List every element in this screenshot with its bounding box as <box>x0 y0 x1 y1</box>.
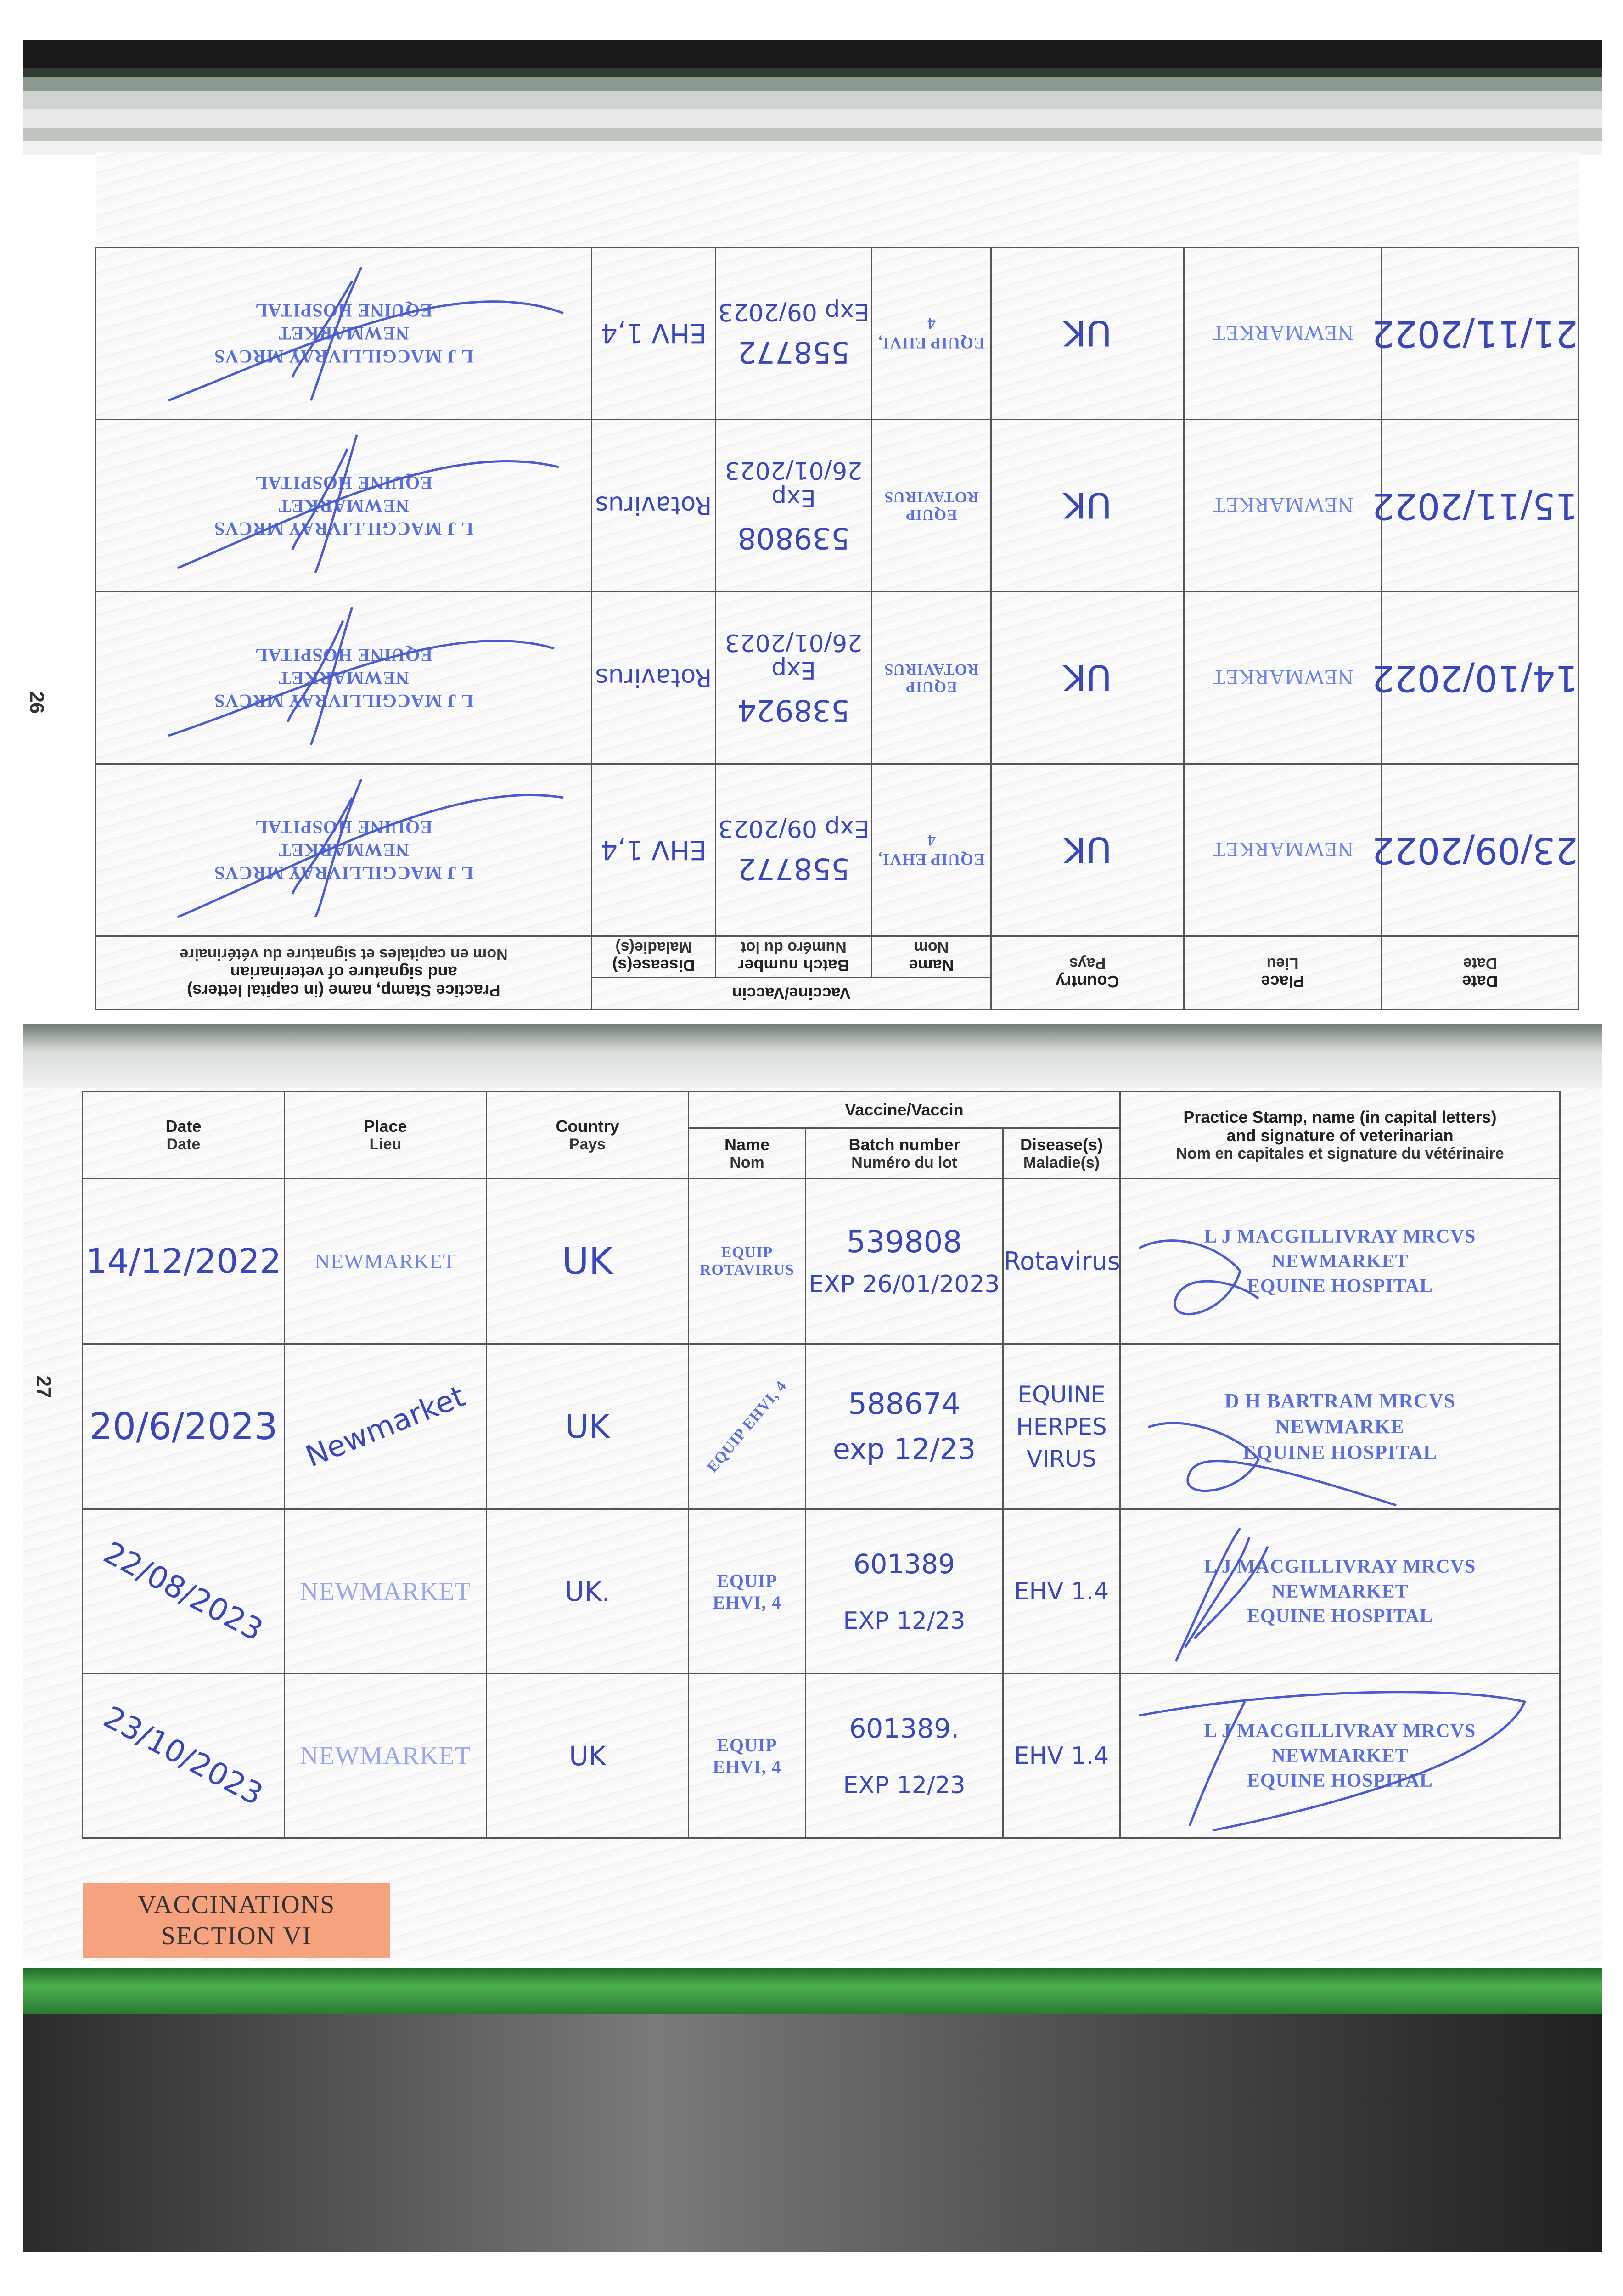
vaccination-table-page-27 <box>82 1091 1559 1837</box>
stamp-place: NEWMARKET <box>278 668 409 688</box>
stamp-hospital: EQUINE HOSPITAL <box>255 473 432 493</box>
batch-expiry: Exp 26/01/2023 <box>724 456 863 512</box>
stamp-place: NEWMARKET <box>278 840 409 861</box>
book-binding-top <box>23 40 1602 155</box>
disease: EHV 1.4 <box>1014 1577 1109 1605</box>
header-vaccine: Vaccine/Vaccin <box>689 1092 1120 1128</box>
page-number-27: 27 <box>32 1375 55 1398</box>
batch-expiry: Exp 09/2023 <box>718 815 870 842</box>
header-name: Name Nom <box>689 1128 806 1179</box>
stamp-place: NEWMARKET <box>1271 1250 1409 1272</box>
vet-signature <box>95 419 591 591</box>
header-place: Place Lieu <box>285 1092 487 1179</box>
section-label-line2: SECTION VI <box>161 1922 312 1950</box>
vet-signature <box>95 591 591 763</box>
vet-signature <box>1121 1345 1561 1510</box>
header-place: Place Lieu <box>1184 936 1382 1010</box>
header-stamp: Practice Stamp, name (in capital letters) and signature of veterinarian Nom en capitales et signature du vétérinaire <box>1120 1092 1560 1179</box>
vaccination-country: UK <box>1063 313 1112 354</box>
vaccination-country: UK <box>1063 829 1112 871</box>
vaccination-place: NEWMARKET <box>1212 321 1353 345</box>
vaccination-country: UK. <box>565 1576 610 1607</box>
vet-signature <box>1121 1179 1561 1345</box>
table-row <box>83 1674 1560 1838</box>
vaccination-country: UK <box>562 1240 613 1283</box>
stamp-vet-name: D H BARTRAM MRCVS <box>1224 1389 1456 1412</box>
vaccination-place: Newmarket <box>301 1379 470 1474</box>
vaccination-date: 20/6/2023 <box>89 1405 278 1448</box>
section-label-line1: VACCINATIONS <box>137 1891 336 1919</box>
vet-signature <box>1121 1674 1561 1839</box>
batch-number: 558772 <box>737 335 850 369</box>
vet-signature <box>95 763 591 935</box>
stamp-place: NEWMARKET <box>1271 1581 1409 1602</box>
vaccination-place: NEWMARKET <box>300 1741 471 1770</box>
table-row <box>83 1344 1560 1509</box>
header-country: Country Pays <box>991 936 1184 1010</box>
batch-expiry: EXP 12/23 <box>843 1771 966 1799</box>
stamp-vet-name: L J MACGILLIVRAY MRCVS <box>214 691 473 711</box>
header-disease: Disease(s) Maladie(s) <box>1003 1128 1120 1179</box>
vet-signature <box>1121 1510 1561 1674</box>
stamp-vet-name: L J MACGILLIVRAY MRCVS <box>1204 1720 1476 1742</box>
vaccination-country: UK <box>565 1407 610 1446</box>
vaccine-name: EQUIP EHVI, 4 <box>713 1734 781 1777</box>
vaccine-name: EQUIP EHVI, 4 <box>877 315 985 352</box>
table-row <box>96 420 1579 592</box>
batch-expiry: Exp 26/01/2023 <box>724 629 863 684</box>
batch-expiry: EXP 26/01/2023 <box>809 1271 1000 1298</box>
stamp-place: NEWMARKE <box>1275 1415 1405 1438</box>
vaccination-country: UK <box>1063 657 1112 698</box>
header-name: Name Nom <box>872 936 991 978</box>
vet-signature <box>95 247 591 419</box>
disease: Rotavirus <box>595 663 712 692</box>
batch-number: 588674 <box>848 1387 960 1421</box>
table-row <box>83 1179 1560 1344</box>
disease: EQUINE HERPES VIRUS <box>1016 1381 1107 1472</box>
disease: EHV 1,4 <box>601 318 707 349</box>
table-row <box>96 764 1579 936</box>
header-country: Country Pays <box>487 1092 689 1179</box>
vaccine-name: EQUIP ROTAVIRUS <box>884 489 979 523</box>
table-row <box>83 1509 1560 1674</box>
table-row <box>96 248 1579 420</box>
vaccination-place: NEWMARKET <box>1212 666 1353 690</box>
vaccine-name: EQUIP EHVI, 4 <box>713 1570 781 1613</box>
stamp-vet-name: L J MACGILLIVRAY MRCVS <box>1204 1556 1476 1577</box>
vaccination-date: 21/11/2022 <box>1371 313 1578 354</box>
header-vaccine: Vaccine/Vaccin <box>592 978 991 1010</box>
stamp-hospital: EQUINE HOSPITAL <box>1247 1770 1433 1791</box>
header-date: Date Date <box>83 1092 285 1179</box>
batch-number: 558772 <box>737 851 850 885</box>
vaccination-date: 15/11/2022 <box>1371 485 1578 526</box>
stamp-hospital: EQUINE HOSPITAL <box>1242 1441 1438 1463</box>
disease: EHV 1.4 <box>1014 1742 1109 1770</box>
vaccination-date: 23/09/2022 <box>1371 829 1578 871</box>
batch-number: 601389 <box>853 1548 955 1580</box>
batch-number: 601389. <box>849 1712 960 1744</box>
section-label <box>83 1883 390 1958</box>
vaccination-place: NEWMARKET <box>314 1249 456 1273</box>
batch-number: 539808 <box>737 521 850 555</box>
vaccination-place: NEWMARKET <box>300 1577 471 1606</box>
header-disease: Disease(s) Maladie(s) <box>592 936 716 978</box>
disease: Rotavirus <box>595 491 712 520</box>
vaccination-table-page-26 <box>96 248 1579 1010</box>
stamp-place: NEWMARKET <box>278 323 409 344</box>
vaccination-country: UK <box>1063 485 1112 526</box>
stamp-hospital: EQUINE HOSPITAL <box>255 300 432 321</box>
vaccine-name: EQUIP ROTAVIRUS <box>699 1244 795 1278</box>
cover-dark-bottom <box>23 2014 1602 2252</box>
stamp-hospital: EQUINE HOSPITAL <box>1247 1275 1433 1297</box>
batch-number: 538924 <box>737 693 850 727</box>
stamp-vet-name: L J MACGILLIVRAY MRCVS <box>1204 1226 1476 1247</box>
page-number-26: 26 <box>25 691 48 714</box>
vaccine-name: EQUIP ROTAVIRUS <box>884 661 979 695</box>
cover-green-band <box>23 1968 1602 2014</box>
vaccine-name: EQUIP EHVI, 4 <box>877 831 985 869</box>
header-date: Date Date <box>1382 936 1579 1010</box>
vaccination-date: 23/10/2023 <box>98 1699 269 1812</box>
table-row <box>96 592 1579 764</box>
stamp-hospital: EQUINE HOSPITAL <box>1247 1605 1433 1627</box>
batch-expiry: Exp 09/2023 <box>718 298 870 326</box>
stamp-vet-name: L J MACGILLIVRAY MRCVS <box>214 863 473 884</box>
batch-number: 539808 <box>846 1224 962 1260</box>
vaccination-place: NEWMARKET <box>1212 494 1353 518</box>
batch-expiry: EXP 12/23 <box>843 1607 966 1635</box>
vaccine-name: EQUIP EHVI, 4 <box>703 1377 790 1476</box>
header-batch: Batch number Numéro du lot <box>716 936 872 978</box>
header-batch: Batch number Numéro du lot <box>806 1128 1003 1179</box>
vaccination-date: 14/12/2022 <box>85 1241 281 1281</box>
stamp-hospital: EQUINE HOSPITAL <box>255 645 432 665</box>
stamp-vet-name: L J MACGILLIVRAY MRCVS <box>214 346 473 367</box>
vaccination-date: 22/08/2023 <box>98 1535 269 1648</box>
stamp-place: NEWMARKET <box>278 495 409 516</box>
header-stamp: Practice Stamp, name (in capital letters) and signature of veterinarian Nom en capitales et signature du vétérinaire <box>96 936 592 1010</box>
vaccination-date: 14/10/2022 <box>1371 657 1578 698</box>
stamp-hospital: EQUINE HOSPITAL <box>255 817 432 838</box>
vaccination-place: NEWMARKET <box>1212 838 1353 862</box>
batch-expiry: exp 12/23 <box>832 1432 976 1466</box>
disease: EHV 1,4 <box>601 834 707 866</box>
stamp-place: NEWMARKET <box>1271 1745 1409 1767</box>
vaccination-country: UK <box>569 1740 606 1772</box>
stamp-vet-name: L J MACGILLIVRAY MRCVS <box>214 518 473 539</box>
disease: Rotavirus <box>1004 1247 1120 1276</box>
